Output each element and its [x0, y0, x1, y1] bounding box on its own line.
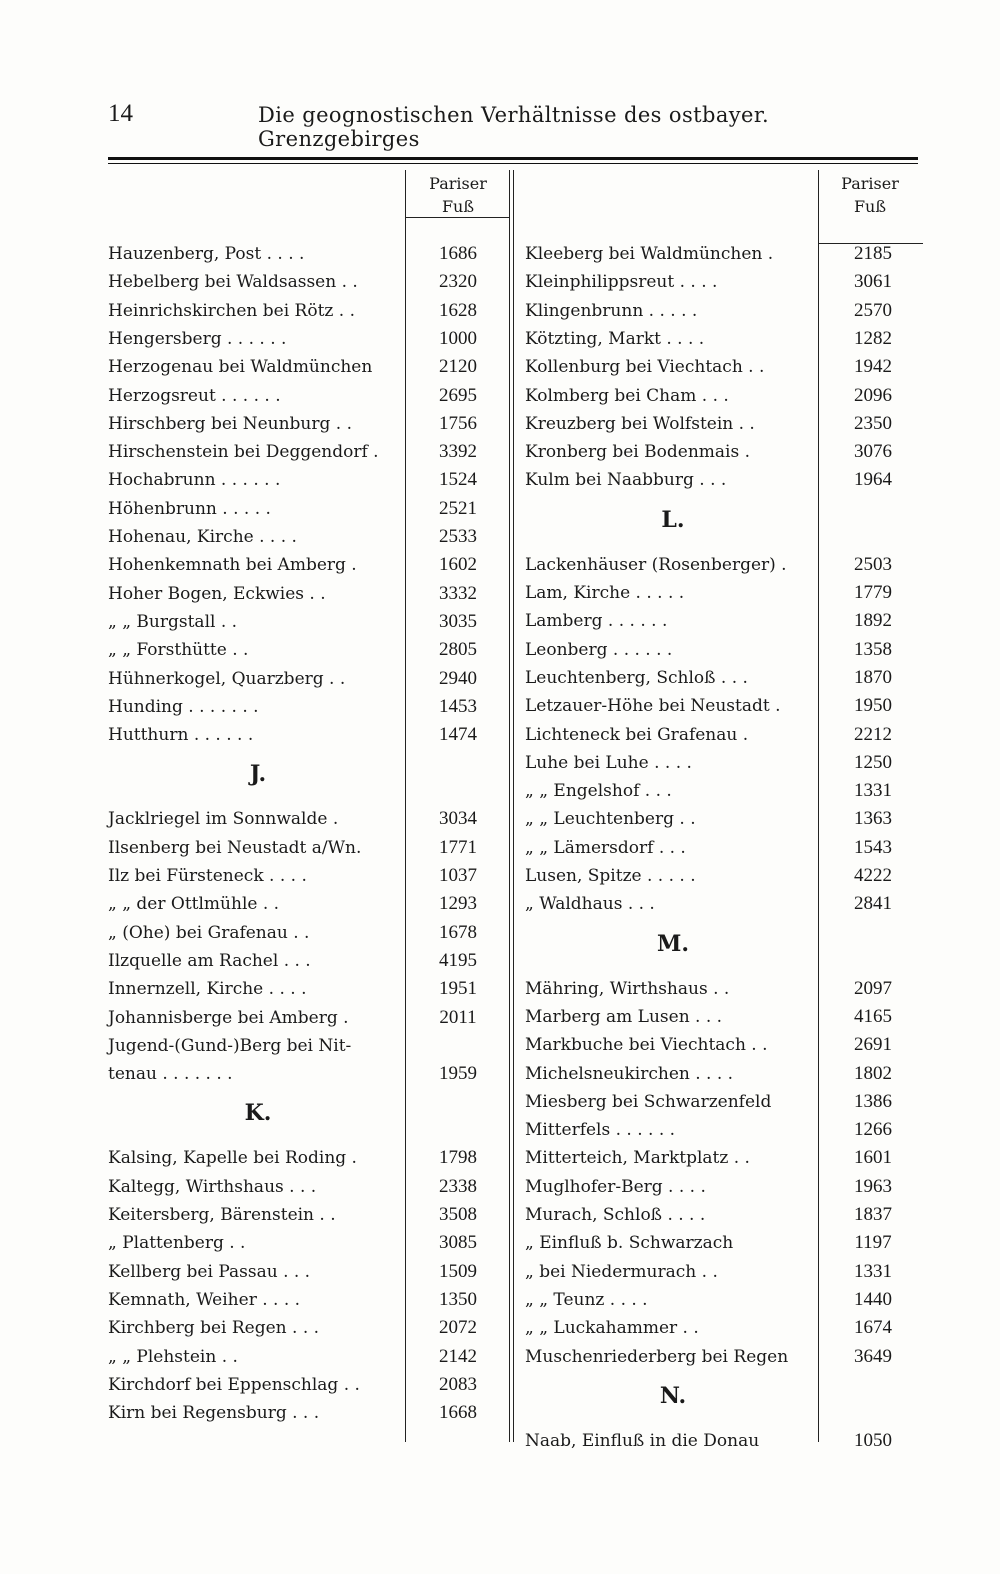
place-name: Muschenriederberg bei Regen — [525, 1346, 789, 1367]
place-name: Kleinphilippsreut . . . . — [525, 272, 718, 293]
elevation-value: 1870 — [854, 666, 892, 688]
elevation-value: 1000 — [439, 327, 477, 349]
table-row — [525, 1314, 925, 1342]
elevation-value: 2096 — [854, 384, 892, 406]
elevation-value: 2011 — [439, 1006, 477, 1028]
table-row — [525, 382, 925, 410]
elevation-value: 1250 — [854, 751, 892, 773]
place-name: Kolmberg bei Cham . . . — [525, 385, 729, 406]
table-row — [108, 353, 508, 381]
table-row — [108, 1004, 508, 1032]
elevation-value: 3076 — [854, 441, 892, 463]
table-row — [108, 1173, 508, 1201]
table-row — [525, 297, 925, 325]
table-row — [108, 693, 508, 721]
table-row — [525, 551, 925, 579]
place-name: „ (Ohe) bei Grafenau . . — [108, 922, 310, 943]
elevation-value: 1453 — [439, 695, 477, 717]
section-letter: K. — [244, 1100, 272, 1127]
table-row — [525, 805, 925, 833]
elevation-value: 1050 — [854, 1429, 892, 1451]
elevation-value: 2503 — [854, 553, 892, 575]
place-name: Marberg am Lusen . . . — [525, 1006, 723, 1027]
place-name: Hengersberg . . . . . . — [108, 328, 287, 349]
elevation-value: 2083 — [439, 1373, 477, 1395]
table-row — [525, 1427, 925, 1455]
elevation-value: 1674 — [854, 1317, 892, 1339]
place-name: Kollenburg bei Viechtach . . — [525, 357, 765, 378]
place-name: „ „ Forsthütte . . — [108, 640, 249, 661]
elevation-value: 2320 — [439, 271, 477, 293]
table-row — [108, 1343, 508, 1371]
elevation-value: 1543 — [854, 836, 892, 858]
place-name: tenau . . . . . . . — [108, 1064, 233, 1085]
place-name: Kalsing, Kapelle bei Roding . — [108, 1148, 357, 1169]
table-row — [108, 834, 508, 862]
elevation-value: 3332 — [439, 582, 477, 604]
elevation-value: 1837 — [854, 1204, 892, 1225]
place-name: Kirchdorf bei Eppenschlag . . — [108, 1374, 360, 1395]
place-name: Johannisberge bei Amberg . — [108, 1007, 349, 1028]
place-name: Lam, Kirche . . . . . — [525, 583, 685, 603]
elevation-value: 1266 — [854, 1119, 892, 1141]
elevation-value: 2570 — [854, 299, 892, 321]
place-name: Naab, Einfluß in die Donau — [525, 1430, 760, 1451]
place-name: Hohenkemnath bei Amberg . — [108, 555, 357, 576]
place-name: Keitersberg, Bärenstein . . — [108, 1205, 336, 1225]
table-row — [108, 1032, 508, 1060]
place-name: Kemnath, Weiher . . . . — [108, 1289, 301, 1310]
place-name: Kaltegg, Wirthshaus . . . — [108, 1176, 317, 1197]
table-row — [525, 664, 925, 692]
place-name: „ „ Burgstall . . — [108, 611, 238, 632]
header-line2: Fuß — [441, 197, 475, 216]
table-row — [525, 862, 925, 890]
elevation-value: 3061 — [854, 271, 892, 293]
elevation-value: 1963 — [854, 1175, 892, 1197]
place-name: Letzauer-Höhe bei Neustadt . — [525, 696, 781, 717]
header-line1: Pariser — [429, 174, 487, 193]
place-name: Kleeberg bei Waldmünchen . — [525, 244, 774, 264]
place-name: Klingenbrunn . . . . . — [525, 300, 698, 321]
divider-center-b — [513, 170, 514, 1442]
table-row — [525, 1116, 925, 1144]
table-row — [108, 1399, 508, 1427]
elevation-value: 3392 — [439, 441, 477, 463]
table-row — [108, 947, 508, 975]
section-letter: M. — [656, 930, 689, 957]
elevation-value: 4165 — [854, 1005, 892, 1027]
place-name: Mähring, Wirthshaus . . — [525, 978, 730, 999]
elevation-value: 2691 — [854, 1034, 892, 1056]
place-name: „ Einfluß b. Schwarzach — [525, 1233, 734, 1254]
place-name: Markbuche bei Viechtach . . — [525, 1035, 768, 1056]
section-letter: N. — [659, 1382, 687, 1409]
place-name: Murach, Schloß . . . . — [525, 1205, 706, 1225]
place-name: Herzogenau bei Waldmünchen — [108, 357, 373, 378]
place-name: „ Waldhaus . . . — [525, 894, 655, 915]
table-row — [108, 1201, 508, 1229]
place-name: Lichteneck bei Grafenau . — [525, 724, 749, 745]
table-row — [525, 834, 925, 862]
elevation-value: 1602 — [439, 554, 477, 576]
place-name: Hoher Bogen, Eckwies . . — [108, 583, 326, 604]
place-name: „ „ Luckahammer . . — [525, 1318, 699, 1339]
table-row — [108, 721, 508, 749]
table-row — [108, 975, 508, 1003]
place-name: „ „ Engelshof . . . — [525, 781, 672, 802]
elevation-value: 1037 — [439, 865, 477, 886]
elevation-value: 1771 — [439, 836, 477, 858]
table-row — [525, 777, 925, 805]
table-row — [108, 523, 508, 551]
table-row — [525, 410, 925, 438]
right-value-header — [822, 172, 918, 218]
table-row — [108, 919, 508, 947]
table-row — [525, 1173, 925, 1201]
place-name: „ bei Niedermurach . . — [525, 1261, 718, 1282]
place-name: Hohenau, Kirche . . . . — [108, 527, 297, 547]
elevation-value: 2120 — [439, 356, 477, 378]
table-row — [108, 580, 508, 608]
table-row — [525, 325, 925, 353]
place-name: Jacklriegel im Sonnwalde . — [108, 809, 339, 830]
table-row — [108, 1144, 508, 1172]
elevation-value: 2940 — [439, 667, 477, 689]
elevation-value: 1678 — [439, 921, 477, 943]
table-row — [108, 325, 508, 353]
header-rule — [108, 157, 918, 160]
page-header — [108, 100, 920, 151]
table-row — [108, 551, 508, 579]
header-line2: Fuß — [853, 197, 887, 216]
table-row — [525, 466, 925, 494]
header-rule-thin — [108, 163, 918, 164]
table-row — [108, 608, 508, 636]
elevation-value: 1942 — [854, 356, 892, 378]
place-name: Innernzell, Kirche . . . . — [108, 979, 307, 1000]
place-name: „ „ Plehstein . . — [108, 1346, 238, 1367]
elevation-value: 3649 — [854, 1345, 892, 1367]
table-row — [525, 1343, 925, 1371]
place-name: Ilz bei Fürsteneck . . . . — [108, 866, 307, 886]
elevation-value: 2533 — [439, 526, 477, 547]
table-row — [525, 721, 925, 749]
place-name: Lusen, Spitze . . . . . — [525, 866, 696, 886]
place-name: Hochabrunn . . . . . . — [108, 470, 281, 491]
table-row — [525, 1201, 925, 1229]
place-name: Mitterfels . . . . . . — [525, 1120, 676, 1141]
table-row — [108, 382, 508, 410]
elevation-value: 2338 — [439, 1175, 477, 1197]
elevation-value: 3034 — [439, 808, 477, 830]
table-row — [525, 1286, 925, 1314]
elevation-value: 1628 — [439, 299, 477, 321]
elevation-value: 4222 — [854, 865, 892, 886]
place-name: Kirchberg bei Regen . . . — [108, 1318, 320, 1339]
table-row — [525, 1144, 925, 1172]
place-name: Hunding . . . . . . . — [108, 696, 259, 717]
elevation-value: 2142 — [439, 1345, 477, 1367]
elevation-value: 4195 — [439, 949, 477, 971]
elevation-value: 1293 — [439, 893, 477, 915]
table-row — [108, 240, 508, 268]
divider-center-a — [509, 170, 510, 1442]
table-row — [108, 1258, 508, 1286]
place-name: Hebelberg bei Waldsassen . . — [108, 272, 358, 293]
table-row — [108, 1286, 508, 1314]
table-row — [108, 1060, 508, 1088]
table-row — [525, 890, 925, 918]
table-row — [525, 438, 925, 466]
table-row — [525, 1088, 925, 1116]
table-row — [525, 636, 925, 664]
elevation-value: 1474 — [439, 724, 477, 746]
table-row — [525, 607, 925, 635]
place-name: Kreuzberg bei Wolfstein . . — [525, 413, 755, 434]
table-row — [108, 438, 508, 466]
table-row — [525, 1003, 925, 1031]
table-row — [525, 1229, 925, 1257]
place-name: „ „ der Ottlmühle . . — [108, 894, 280, 915]
table-row — [525, 692, 925, 720]
elevation-value: 1756 — [439, 412, 477, 434]
elevation-value: 2185 — [854, 243, 892, 264]
elevation-value: 1798 — [439, 1147, 477, 1169]
place-name: Lackenhäuser (Rosenberger) . — [525, 554, 787, 575]
place-name: Ilzquelle am Rachel . . . — [108, 950, 311, 971]
elevation-value: 3085 — [439, 1232, 477, 1254]
place-name: Hauzenberg, Post . . . . — [108, 244, 305, 264]
place-name: Hirschberg bei Neunburg . . — [108, 413, 353, 434]
page-number: 14 — [108, 100, 133, 127]
table-row — [525, 579, 925, 607]
elevation-value: 2072 — [439, 1317, 477, 1339]
elevation-value: 1601 — [854, 1147, 892, 1169]
table-row — [525, 240, 925, 268]
place-name: Ilsenberg bei Neustadt a/Wn. — [108, 837, 362, 858]
elevation-value: 1440 — [854, 1288, 892, 1310]
place-name: Michelsneukirchen . . . . — [525, 1063, 734, 1084]
place-name: Leonberg . . . . . . — [525, 639, 673, 660]
table-row — [525, 268, 925, 296]
elevation-value: 1331 — [854, 1260, 892, 1282]
elevation-value: 1668 — [439, 1402, 477, 1424]
place-name: Kötzting, Markt . . . . — [525, 328, 705, 349]
table-row — [108, 495, 508, 523]
table-row — [108, 636, 508, 664]
elevation-value: 1950 — [854, 695, 892, 717]
left-value-header — [410, 172, 506, 218]
header-line1: Pariser — [841, 174, 899, 193]
elevation-value: 1524 — [439, 469, 477, 491]
place-name: „ „ Lämersdorf . . . — [525, 837, 686, 858]
elevation-value: 1802 — [854, 1062, 892, 1084]
running-title: Die geognostischen Verhältnisse des ostbayer. Grenzgebirges — [258, 103, 770, 151]
elevation-value: 3035 — [439, 610, 477, 632]
place-name: Miesberg bei Schwarzenfeld — [525, 1091, 772, 1112]
elevation-value: 2521 — [439, 497, 477, 519]
elevation-value: 2212 — [854, 723, 892, 745]
table-row — [525, 1060, 925, 1088]
elevation-value: 3508 — [439, 1204, 477, 1225]
elevation-value: 1509 — [439, 1260, 477, 1282]
table-row — [108, 466, 508, 494]
table-row — [525, 1258, 925, 1286]
table-row — [525, 749, 925, 777]
place-name: Hirschenstein bei Deggendorf . — [108, 442, 379, 463]
table-row — [108, 890, 508, 918]
place-name: Lamberg . . . . . . — [525, 611, 668, 632]
elevation-value: 1350 — [439, 1288, 477, 1310]
elevation-value: 2097 — [854, 977, 892, 999]
place-name: Leuchtenberg, Schloß . . . — [525, 667, 748, 688]
elevation-value: 1386 — [854, 1090, 892, 1112]
elevation-value: 1959 — [439, 1063, 477, 1085]
elevation-value: 1358 — [854, 638, 892, 660]
elevation-value: 1197 — [854, 1232, 892, 1254]
place-name: Kellberg bei Passau . . . — [108, 1261, 311, 1282]
elevation-value: 2350 — [854, 412, 892, 434]
elevation-value: 1779 — [854, 582, 892, 603]
elevation-value: 1363 — [854, 808, 892, 830]
place-name: „ „ Leuchtenberg . . — [525, 809, 696, 830]
place-name: Höhenbrunn . . . . . — [108, 498, 271, 519]
table-row — [108, 297, 508, 325]
elevation-value: 1964 — [854, 469, 892, 491]
place-name: Hühnerkogel, Quarzberg . . — [108, 668, 346, 689]
elevation-value: 1282 — [854, 327, 892, 349]
elevation-value: 1686 — [439, 243, 477, 264]
table-row — [525, 353, 925, 381]
place-name: Muglhofer-Berg . . . . — [525, 1176, 706, 1197]
table-row — [108, 805, 508, 833]
section-letter: J. — [249, 761, 267, 788]
table-row — [108, 410, 508, 438]
table-row — [108, 268, 508, 296]
table-row — [108, 1371, 508, 1399]
elevation-value: 2805 — [439, 639, 477, 661]
elevation-value: 2841 — [854, 893, 892, 915]
place-name: „ Plattenberg . . — [108, 1233, 246, 1254]
table-row — [525, 975, 925, 1003]
place-name: „ „ Teunz . . . . — [525, 1289, 648, 1310]
elevation-value: 1892 — [854, 610, 892, 632]
place-name: Heinrichskirchen bei Rötz . . — [108, 300, 355, 321]
elevation-value: 2695 — [439, 384, 477, 406]
place-name: Luhe bei Luhe . . . . — [525, 752, 692, 773]
place-name: Hutthurn . . . . . . — [108, 725, 254, 746]
place-name: Herzogsreut . . . . . . — [108, 385, 281, 406]
table-row — [525, 1031, 925, 1059]
place-name: Kronberg bei Bodenmais . — [525, 442, 750, 463]
elevation-value: 1331 — [854, 780, 892, 802]
table-row — [108, 1229, 508, 1257]
place-name: Mitterteich, Marktplatz . . — [525, 1148, 750, 1169]
table-row — [108, 1314, 508, 1342]
left-header-underline — [405, 217, 510, 218]
section-letter: L. — [661, 506, 685, 533]
table-row — [108, 862, 508, 890]
table-row — [108, 665, 508, 693]
place-name: Kulm bei Naabburg . . . — [525, 470, 727, 491]
elevation-value: 1951 — [439, 978, 477, 1000]
place-name: Jugend-(Gund-)Berg bei Nit- — [108, 1035, 352, 1056]
place-name: Kirn bei Regensburg . . . — [108, 1403, 320, 1424]
